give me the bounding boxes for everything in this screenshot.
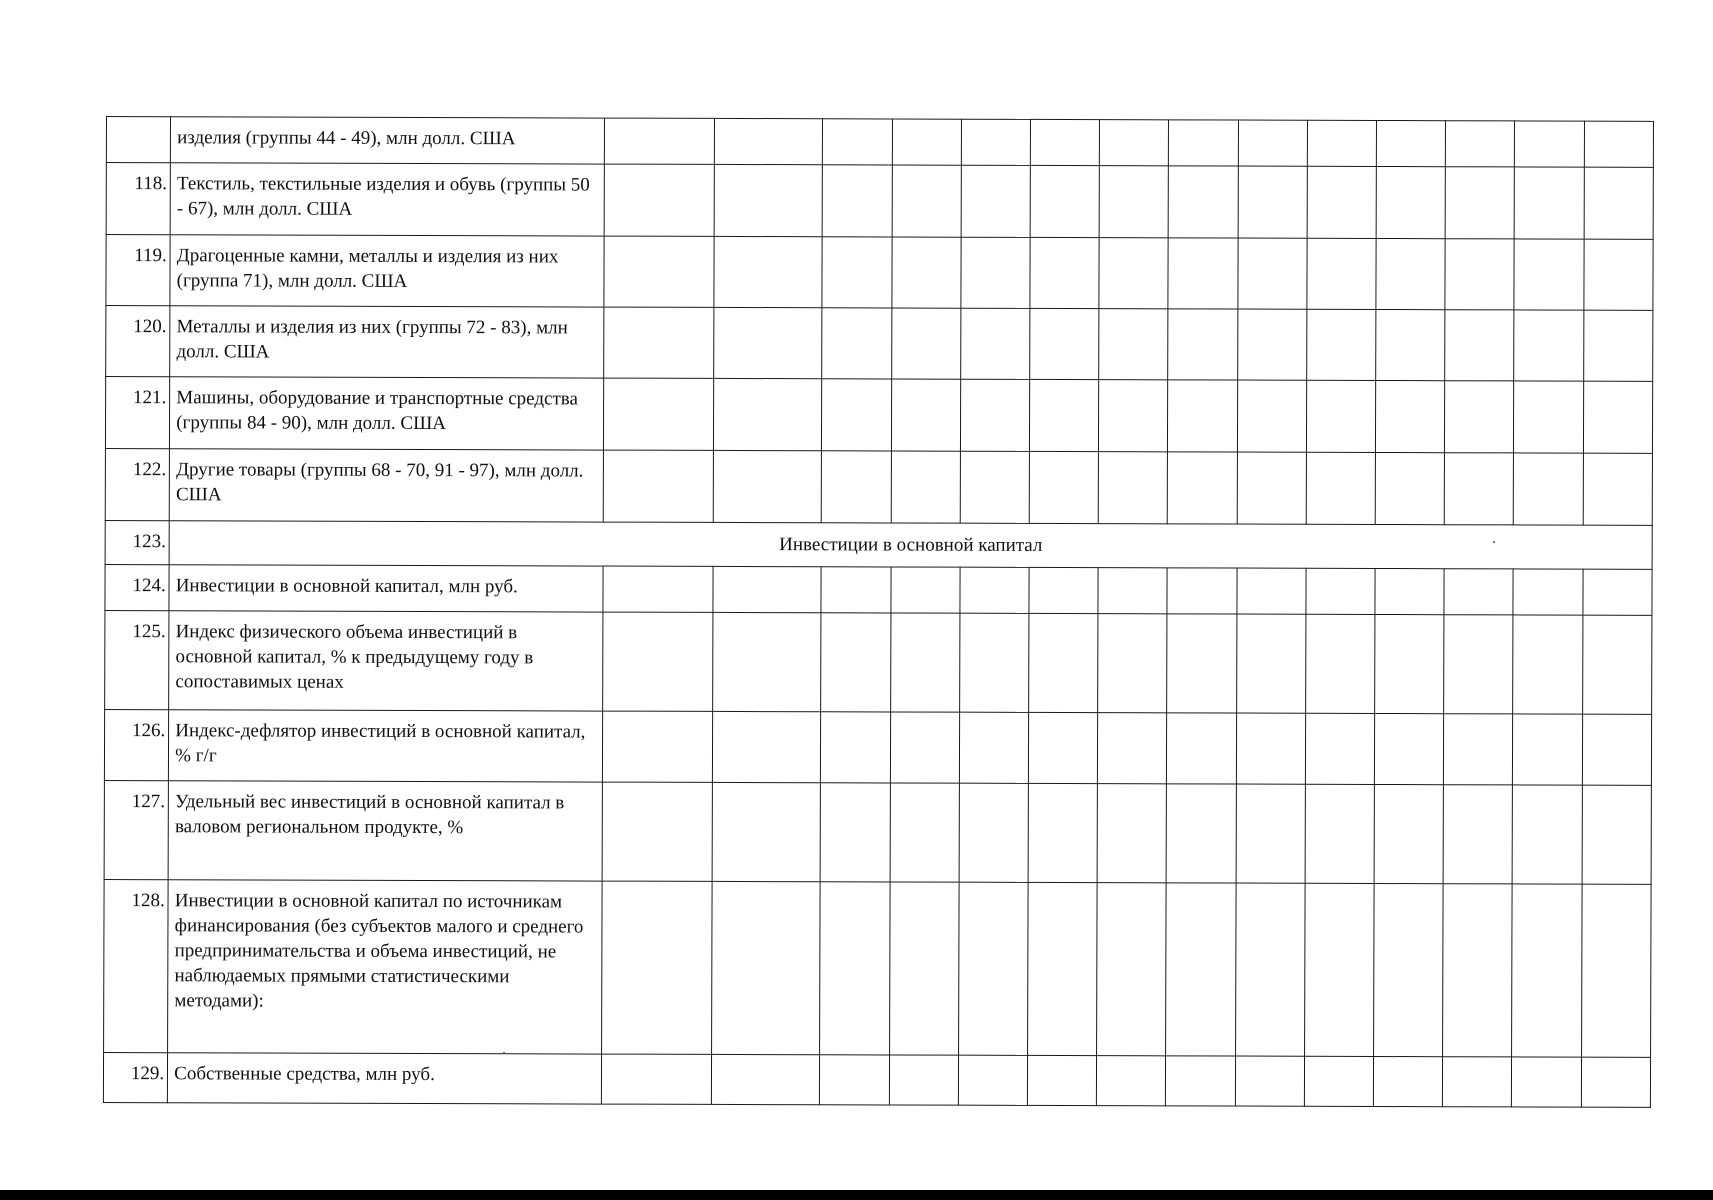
value-cell[interactable]	[1238, 120, 1307, 166]
value-cell[interactable]	[822, 237, 891, 308]
value-cell[interactable]	[1166, 784, 1236, 883]
indicator-label	[170, 306, 604, 378]
value-cell[interactable]	[602, 782, 713, 881]
table-row	[104, 780, 1651, 884]
value-cell[interactable]	[604, 118, 714, 164]
value-cell[interactable]	[1305, 784, 1375, 883]
value-cell[interactable]	[1235, 883, 1305, 1056]
value-cell[interactable]	[891, 308, 960, 379]
value-cell[interactable]	[1445, 239, 1514, 310]
scan-speck	[503, 1052, 505, 1054]
indicator-label-text: Индекс физического объема инвестиций в основной капитал, % к предыдущему году в сопоставимых ценах	[175, 621, 534, 693]
value-cell[interactable]	[1168, 309, 1237, 380]
value-cell[interactable]	[1375, 614, 1445, 713]
scan-speck	[1493, 541, 1495, 543]
value-cell[interactable]	[1028, 783, 1098, 882]
value-cell[interactable]	[1443, 884, 1513, 1057]
value-cell[interactable]	[602, 711, 713, 782]
value-cell[interactable]	[1030, 119, 1099, 165]
value-cell[interactable]	[1030, 308, 1099, 379]
indicator-label-text: Машины, оборудование и транспортные средства (группы 84 - 90), млн долл. США	[176, 387, 578, 435]
table-row	[106, 117, 1653, 168]
value-cell[interactable]	[1375, 568, 1444, 614]
section-heading	[169, 521, 1652, 570]
indicator-label-text: Инвестиции в основной капитал по источникам финансирования (без субъектов малого и среднего предпринимательства и объема инвестиций, не наблюдаемых прямыми статистическими методами):	[174, 890, 584, 1012]
value-cell[interactable]	[1513, 785, 1583, 884]
value-cell[interactable]	[1375, 452, 1444, 524]
value-cell[interactable]	[891, 237, 960, 308]
value-cell[interactable]	[1305, 614, 1375, 713]
value-cell[interactable]	[1236, 784, 1306, 883]
value-cell[interactable]	[1304, 1056, 1373, 1106]
value-cell[interactable]	[603, 236, 714, 307]
value-cell[interactable]	[713, 378, 822, 450]
value-cell[interactable]	[1307, 120, 1376, 166]
row-number: 121.	[105, 377, 169, 449]
value-cell[interactable]	[601, 881, 712, 1054]
value-cell[interactable]	[1305, 713, 1374, 784]
table-row	[105, 448, 1652, 525]
value-cell[interactable]	[1100, 120, 1169, 166]
value-cell[interactable]	[892, 119, 961, 165]
value-cell[interactable]	[1099, 166, 1168, 238]
value-cell[interactable]	[1030, 237, 1099, 308]
indicator-label-text: Драгоценные камни, металлы и изделия из них (группа 71), млн долл. США	[176, 245, 559, 292]
table-row	[105, 564, 1652, 615]
value-cell[interactable]	[822, 451, 891, 523]
value-cell[interactable]	[1168, 166, 1237, 238]
value-cell[interactable]	[1169, 120, 1238, 166]
value-cell[interactable]	[1581, 884, 1651, 1057]
value-cell[interactable]	[820, 882, 890, 1055]
value-cell[interactable]	[1512, 1057, 1581, 1107]
indicator-label	[168, 880, 602, 1054]
value-cell[interactable]	[890, 712, 959, 783]
value-cell[interactable]	[1237, 568, 1306, 614]
value-cell[interactable]	[1236, 713, 1305, 784]
row-number: 120.	[106, 306, 170, 377]
table-body	[103, 117, 1653, 1108]
value-cell[interactable]	[1444, 714, 1513, 785]
value-cell[interactable]	[960, 379, 1029, 451]
indicator-label	[171, 117, 605, 164]
value-cell[interactable]	[1099, 309, 1168, 380]
value-cell[interactable]	[1167, 614, 1237, 713]
value-cell[interactable]	[713, 612, 822, 711]
value-cell[interactable]	[601, 1054, 712, 1104]
value-cell[interactable]	[1166, 883, 1236, 1056]
value-cell[interactable]	[1446, 121, 1515, 167]
value-cell[interactable]	[1028, 712, 1097, 783]
value-cell[interactable]	[1513, 714, 1582, 785]
value-cell[interactable]	[714, 164, 823, 236]
value-cell[interactable]	[1236, 614, 1306, 713]
indicator-label-text: Текстиль, текстильные изделия и обувь (группы 50 - 67), млн долл. США	[176, 173, 590, 220]
value-cell[interactable]	[890, 613, 960, 712]
value-cell[interactable]	[1304, 883, 1374, 1056]
value-cell[interactable]	[1027, 1055, 1096, 1105]
value-cell[interactable]	[713, 566, 821, 612]
value-cell[interactable]	[1029, 567, 1098, 613]
value-cell[interactable]	[821, 567, 890, 613]
value-cell[interactable]	[1583, 310, 1653, 381]
value-cell[interactable]	[1168, 380, 1237, 452]
table-row	[105, 377, 1652, 454]
value-cell[interactable]	[1099, 238, 1168, 309]
indicator-label-text: Собственные средства, млн руб.	[174, 1063, 435, 1086]
value-cell[interactable]	[1237, 309, 1306, 380]
scan-edge	[0, 1190, 1713, 1200]
value-cell[interactable]	[1098, 568, 1167, 614]
value-cell[interactable]	[1029, 379, 1098, 451]
value-cell[interactable]	[1098, 614, 1168, 713]
value-cell[interactable]	[1373, 1056, 1442, 1106]
indicator-label-text: изделия (группы 44 - 49), млн долл. США	[177, 127, 516, 150]
value-cell[interactable]	[820, 783, 890, 882]
value-cell[interactable]	[1376, 120, 1445, 166]
value-cell[interactable]	[1306, 309, 1375, 380]
value-cell[interactable]	[1443, 1057, 1512, 1107]
value-cell[interactable]	[1583, 381, 1653, 453]
value-cell[interactable]	[1027, 882, 1097, 1055]
value-cell[interactable]	[1376, 238, 1445, 309]
value-cell[interactable]	[1166, 1056, 1235, 1106]
value-cell[interactable]	[1514, 381, 1583, 453]
value-cell[interactable]	[822, 165, 891, 237]
row-number: 119.	[106, 235, 170, 306]
value-cell[interactable]	[711, 1054, 820, 1104]
row-number: 124.	[105, 564, 169, 610]
value-cell[interactable]	[603, 378, 714, 450]
value-cell[interactable]	[890, 567, 959, 613]
indicator-label	[169, 449, 603, 522]
value-cell[interactable]	[823, 119, 892, 165]
value-cell[interactable]	[603, 307, 714, 378]
value-cell[interactable]	[1237, 380, 1306, 452]
row-number: 125.	[105, 610, 170, 709]
value-cell[interactable]	[1098, 452, 1167, 524]
value-cell[interactable]	[1513, 569, 1582, 615]
indicator-label	[169, 611, 603, 711]
table-row	[104, 879, 1652, 1057]
table-row	[106, 163, 1653, 240]
value-cell[interactable]	[1582, 785, 1652, 884]
value-cell[interactable]	[1376, 166, 1445, 238]
value-cell[interactable]	[1097, 883, 1167, 1056]
value-cell[interactable]	[1445, 310, 1514, 381]
value-cell[interactable]	[1514, 239, 1583, 310]
indicator-label	[169, 565, 603, 612]
value-cell[interactable]	[1512, 884, 1582, 1057]
value-cell[interactable]	[961, 165, 1030, 237]
row-number: 128.	[104, 879, 169, 1052]
indicator-label-text: Индекс-дефлятор инвестиций в основной капитал, % г/г	[175, 720, 586, 767]
value-cell[interactable]	[1168, 238, 1237, 309]
indicator-label	[168, 781, 602, 881]
value-cell[interactable]	[714, 236, 823, 307]
value-cell[interactable]	[821, 712, 890, 783]
value-cell[interactable]	[1445, 381, 1514, 453]
value-cell[interactable]	[1444, 569, 1513, 615]
value-cell[interactable]	[1237, 238, 1306, 309]
value-cell[interactable]	[1167, 568, 1236, 614]
value-cell[interactable]	[961, 119, 1030, 165]
value-cell[interactable]	[714, 118, 822, 164]
section-heading-text: Инвестиции в основной капитал	[779, 534, 1043, 556]
value-cell[interactable]	[960, 451, 1029, 523]
value-cell[interactable]	[959, 783, 1029, 882]
value-cell[interactable]	[891, 451, 960, 523]
value-cell[interactable]	[1581, 1057, 1650, 1107]
value-cell[interactable]	[1097, 1056, 1166, 1106]
value-cell[interactable]	[1238, 166, 1307, 238]
value-cell[interactable]	[712, 782, 821, 881]
table-row	[104, 709, 1651, 785]
value-cell[interactable]	[958, 882, 1028, 1055]
value-cell[interactable]	[892, 165, 961, 237]
indicator-label	[170, 163, 604, 236]
value-cell[interactable]	[960, 567, 1029, 613]
value-cell[interactable]	[1514, 310, 1583, 381]
value-cell[interactable]	[714, 307, 823, 378]
value-cell[interactable]	[1029, 613, 1099, 712]
value-cell[interactable]	[1167, 713, 1236, 784]
value-cell[interactable]	[1307, 166, 1376, 238]
value-cell[interactable]	[961, 237, 1030, 308]
value-cell[interactable]	[1168, 452, 1237, 524]
value-cell[interactable]	[1444, 453, 1513, 525]
value-cell[interactable]	[711, 881, 820, 1054]
value-cell[interactable]	[821, 613, 891, 712]
value-cell[interactable]	[959, 712, 1028, 783]
value-cell[interactable]	[1306, 452, 1375, 524]
value-cell[interactable]	[1375, 380, 1444, 452]
row-number: 127.	[104, 780, 169, 879]
value-cell[interactable]	[1583, 453, 1653, 525]
value-cell[interactable]	[1514, 453, 1583, 525]
indicators-table	[103, 116, 1654, 1108]
value-cell[interactable]	[889, 1055, 958, 1105]
value-cell[interactable]	[1376, 309, 1445, 380]
value-cell[interactable]	[602, 612, 713, 711]
value-cell[interactable]	[603, 450, 714, 522]
value-cell[interactable]	[820, 1055, 889, 1105]
value-cell[interactable]	[1306, 568, 1375, 614]
indicator-label-text: Металлы и изделия из них (группы 72 - 83), млн долл. США	[176, 316, 568, 363]
indicator-label-text: Удельный вес инвестиций в основной капитал в валовом региональном продукте, %	[174, 791, 565, 839]
value-cell[interactable]	[1029, 451, 1098, 523]
value-cell[interactable]	[1513, 615, 1583, 714]
value-cell[interactable]	[604, 164, 715, 236]
value-cell[interactable]	[1584, 121, 1653, 167]
table-row	[106, 306, 1653, 382]
value-cell[interactable]	[889, 882, 959, 1055]
row-number: 126.	[104, 709, 168, 780]
table-row	[106, 235, 1653, 311]
value-cell[interactable]	[1374, 713, 1443, 784]
value-cell[interactable]	[1443, 785, 1513, 884]
value-cell[interactable]	[1237, 452, 1306, 524]
value-cell[interactable]	[959, 613, 1029, 712]
row-number: 122.	[105, 448, 169, 520]
value-cell[interactable]	[1098, 713, 1167, 784]
value-cell[interactable]	[1583, 569, 1652, 615]
value-cell[interactable]	[1235, 1056, 1304, 1106]
value-cell[interactable]	[712, 711, 821, 782]
value-cell[interactable]	[1374, 883, 1444, 1056]
value-cell[interactable]	[1030, 165, 1099, 237]
indicator-label	[170, 377, 604, 450]
value-cell[interactable]	[1584, 239, 1654, 310]
value-cell[interactable]	[890, 783, 960, 882]
row-number: 129.	[103, 1052, 167, 1102]
row-number: 123.	[105, 520, 169, 564]
table-row	[105, 520, 1652, 569]
table-row	[105, 610, 1652, 714]
value-cell[interactable]	[822, 379, 891, 451]
value-cell[interactable]	[1444, 615, 1514, 714]
value-cell[interactable]	[603, 566, 713, 612]
value-cell[interactable]	[960, 308, 1029, 379]
indicator-label	[169, 710, 603, 782]
value-cell[interactable]	[891, 379, 960, 451]
value-cell[interactable]	[1374, 784, 1444, 883]
value-cell[interactable]	[713, 450, 822, 522]
indicator-label-text: Инвестиции в основной капитал, млн руб.	[175, 575, 518, 598]
value-cell[interactable]	[1099, 380, 1168, 452]
value-cell[interactable]	[1515, 167, 1584, 239]
value-cell[interactable]	[1445, 167, 1514, 239]
value-cell[interactable]	[1515, 121, 1584, 167]
indicator-label-text: Другие товары (группы 68 - 70, 91 - 97), млн долл. США	[175, 459, 584, 506]
indicator-label	[168, 1053, 602, 1104]
value-cell[interactable]	[822, 308, 891, 379]
value-cell[interactable]	[1097, 784, 1167, 883]
value-cell[interactable]	[1306, 380, 1375, 452]
value-cell[interactable]	[1307, 238, 1376, 309]
value-cell[interactable]	[958, 1055, 1027, 1105]
table-row	[103, 1052, 1650, 1107]
value-cell[interactable]	[1582, 615, 1652, 714]
value-cell[interactable]	[1582, 714, 1652, 785]
row-number: 118.	[106, 163, 170, 235]
value-cell[interactable]	[1584, 167, 1654, 239]
row-number	[106, 117, 170, 163]
indicator-label	[170, 235, 604, 307]
